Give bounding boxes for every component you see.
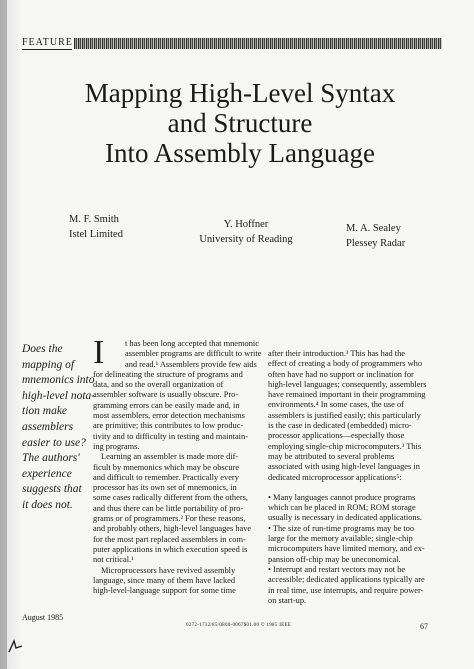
header-halftone-band xyxy=(74,38,442,49)
body-text-line: employing single-chip microcomputers.³ This xyxy=(268,441,422,451)
page-number: 67 xyxy=(420,622,428,631)
author-name: M. A. Sealey xyxy=(346,223,401,234)
title-line: and Structure xyxy=(167,108,313,138)
author-hoffner xyxy=(190,217,302,247)
body-text-line: is the case in dedicated (embedded) micro- xyxy=(268,421,412,431)
article-title xyxy=(40,78,440,168)
title-line: Into Assembly Language xyxy=(105,138,375,168)
pull-quote-line: easier to use? xyxy=(22,436,86,449)
body-text-line: processor has its own set of mnemonics, in xyxy=(93,483,237,493)
body-text-line: gramming errors can be easily made and, in xyxy=(93,400,240,410)
body-text-line: for the most part replaced assemblers in com- xyxy=(93,534,246,544)
body-text-line: accessible; dedicated applications typically are xyxy=(268,575,425,585)
body-text-line: • Interrupt and restart vectors may not be xyxy=(268,564,406,574)
body-text-line: environments.⁴ In some cases, the use of xyxy=(268,400,404,410)
handwritten-mark-icon xyxy=(6,636,26,656)
body-text-line: are primitive; this contributes to low produc- xyxy=(93,421,244,431)
author-sealey xyxy=(346,221,405,251)
body-text-line: in real time, use interrupts, and require power- xyxy=(268,585,424,595)
pull-quote-line: Does the xyxy=(22,343,63,355)
author-affiliation: University of Reading xyxy=(199,234,293,245)
body-text-line: Microprocessors have revived assembly xyxy=(101,565,236,575)
pull-quote xyxy=(22,342,96,514)
body-text-line: large for the memory available; single-chip xyxy=(268,534,413,544)
body-text-line: dedicated microprocessor applications⁵: xyxy=(268,472,402,482)
body-column-right xyxy=(268,349,444,606)
drop-cap: I xyxy=(93,334,105,371)
body-text-line xyxy=(268,483,444,493)
body-text-line: high-level-language support for some time xyxy=(93,586,236,596)
body-text-line: some cases radically different from the others, xyxy=(93,493,248,503)
pull-quote-line: The authors' xyxy=(22,452,80,465)
body-text-line: not critical.¹ xyxy=(93,555,134,565)
body-text-line: t has been long accepted that mnemonic xyxy=(125,339,259,348)
body-column-left xyxy=(93,334,262,596)
body-text-line: language, since many of them have lacked xyxy=(93,575,236,585)
body-text-line: on start-up. xyxy=(268,595,307,605)
body-text-line: often have had no support or inclination for xyxy=(268,369,414,379)
body-text-line: and difficult to remember. Practically every xyxy=(93,472,239,482)
body-text-line: grams or of programmers.² For these reasons, xyxy=(93,514,246,524)
body-text-line: associated with using high-level languages in xyxy=(268,462,420,472)
body-text-line: • Many languages cannot produce programs xyxy=(268,492,416,502)
section-header xyxy=(22,36,442,50)
body-text-line: and thus there can be little portability of pro- xyxy=(93,503,244,513)
pull-quote-line: mnemonics into xyxy=(22,374,95,387)
body-text-line: effect of creating a body of programmers who xyxy=(268,359,423,369)
body-text-line: • The size of run-time programs may be too xyxy=(268,523,415,533)
author-affiliation: Istel Limited xyxy=(69,229,123,240)
body-text-line: assembler programs are difficult to write xyxy=(125,349,262,359)
pull-quote-line: experience xyxy=(22,467,72,480)
pull-quote-line: it does not. xyxy=(22,498,73,511)
pull-quote-line: assemblers xyxy=(22,420,74,433)
body-text-line: Learning an assembler is made more dif- xyxy=(101,452,239,462)
body-text-line: which can be placed in ROM; ROM storage xyxy=(268,503,416,513)
scan-edge-shadow xyxy=(0,0,7,669)
body-text-line: pansion off-chip may be uneconomical. xyxy=(268,554,401,564)
footer-date: August 1985 xyxy=(22,613,64,622)
author-smith xyxy=(69,212,123,242)
body-text-line: high-level languages; consequently, assemblers xyxy=(268,379,427,389)
body-text-line: for delineating the structure of programs and xyxy=(93,369,243,379)
body-text-line: usually is necessary in dedicated applications. xyxy=(268,513,422,523)
body-text-line: ing programs. xyxy=(93,441,140,451)
pull-quote-line: tion make xyxy=(22,405,68,418)
pull-quote-line: mapping of xyxy=(22,358,75,371)
pull-quote-line: high-level nota- xyxy=(22,389,96,402)
footer-copyright: 0272-1732/85/0800-0067$01.00 © 1985 IEEE xyxy=(186,623,292,628)
body-text-line: assembler software is usually obscure. Pro- xyxy=(93,390,239,400)
title-line: Mapping High-Level Syntax xyxy=(84,78,396,108)
section-underline xyxy=(22,49,72,50)
author-affiliation: Plessey Radar xyxy=(346,238,406,249)
section-label: FEATURE xyxy=(22,37,73,48)
pull-quote-line: suggests that xyxy=(22,483,82,496)
body-text-line: most assemblers, error detection mechanisms xyxy=(93,411,245,421)
author-name: Y. Hoffner xyxy=(223,219,269,230)
body-text-line: data, and so the overall organization of xyxy=(93,380,224,390)
body-text-line: and read.¹ Assemblers provide few aids xyxy=(125,359,257,369)
body-text-line: puter applications in which execution speed is xyxy=(93,544,248,554)
body-text-line: microcomputers have limited memory, and ex- xyxy=(268,544,425,554)
body-text-line: may be attributed to several problems xyxy=(268,451,395,461)
body-text-line: and probably others, high-level languages have xyxy=(93,524,252,534)
body-text-line: after their introduction.³ This has had the xyxy=(268,349,406,358)
body-text-line: ficult by mnemonics which may be obscure xyxy=(93,462,240,472)
body-text-line: tivity and to difficulty in testing and maintain- xyxy=(93,431,248,441)
author-name: M. F. Smith xyxy=(69,214,119,225)
body-text-line: have remained important in their programming xyxy=(268,390,426,400)
body-text-line: processor applications—especially those xyxy=(268,431,405,441)
body-text-line: assemblers is justified easily; this particularly xyxy=(268,410,421,420)
